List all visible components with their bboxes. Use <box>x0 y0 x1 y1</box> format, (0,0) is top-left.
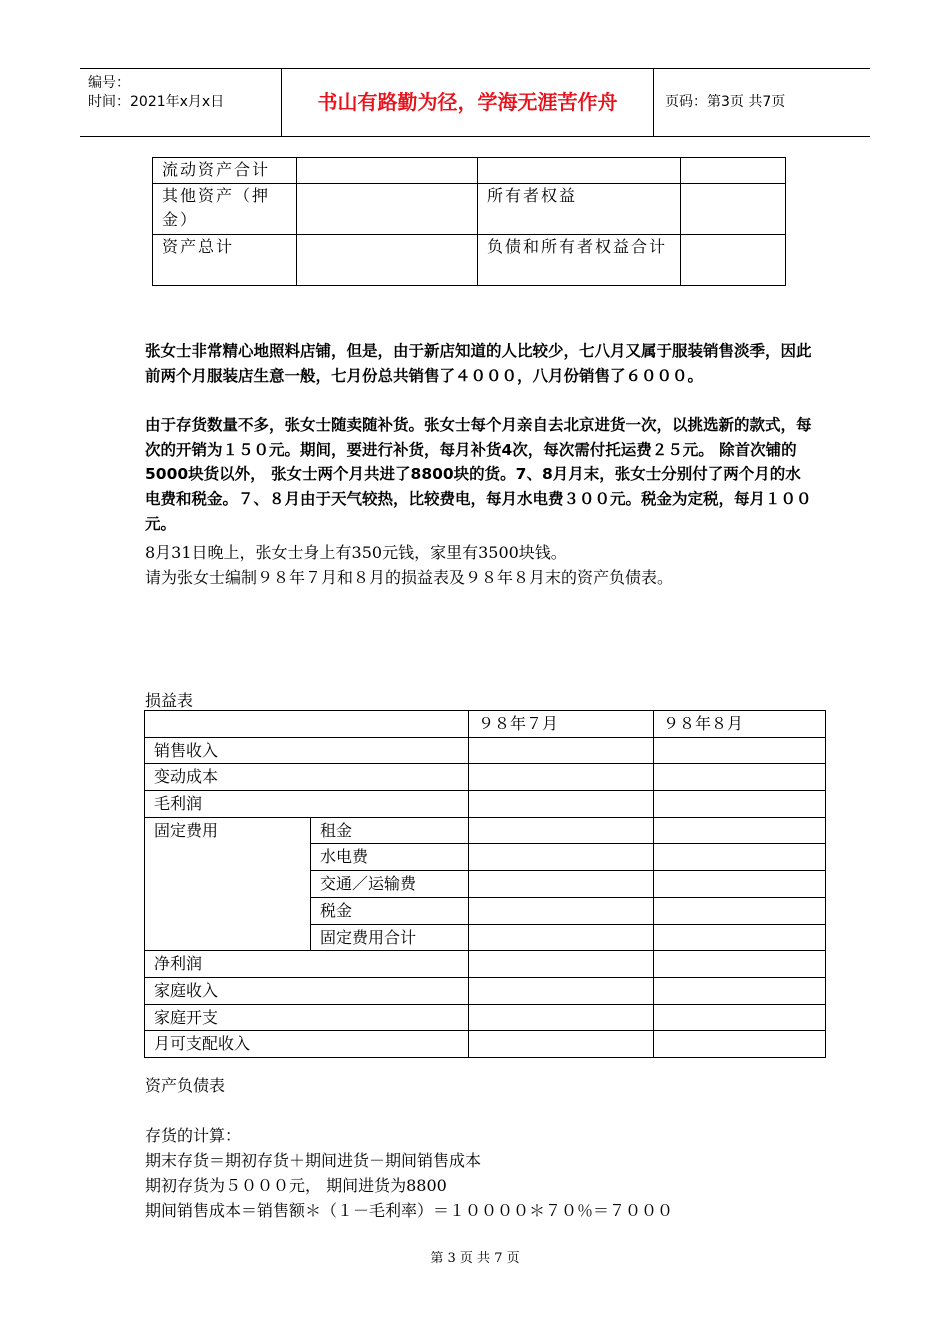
cell <box>469 897 654 924</box>
cell <box>469 1031 654 1058</box>
header-meta <box>80 69 282 136</box>
table-row <box>145 737 826 764</box>
cell <box>654 924 826 951</box>
cell <box>681 158 786 184</box>
calc-line-3: 期间销售成本＝销售额＊（１－毛利率）＝１００００＊７０％＝７０００ <box>145 1201 674 1220</box>
table-row <box>145 977 826 1004</box>
motto: 书山有路勤为径，学海无涯苦作舟 <box>282 69 654 136</box>
cell <box>145 711 469 738</box>
cell <box>654 897 826 924</box>
cell <box>654 1031 826 1058</box>
table-row <box>145 791 826 818</box>
cell: 所有者权益 <box>478 184 681 235</box>
row-label-rent: 租金 <box>311 817 469 844</box>
cell <box>654 737 826 764</box>
table-row <box>153 158 786 184</box>
row-label-fixed-total: 固定费用合计 <box>311 924 469 951</box>
col-header-jul: ９８年７月 <box>469 711 654 738</box>
code-label: 编号： <box>88 75 130 91</box>
row-label-sales: 销售收入 <box>145 737 469 764</box>
calc-line-2: 期初存货为５０００元， 期间进货为8800 <box>145 1176 447 1195</box>
balance-table <box>152 157 786 286</box>
cell <box>469 871 654 898</box>
income-statement-table <box>144 710 826 1058</box>
cell <box>654 977 826 1004</box>
cell <box>654 791 826 818</box>
cell: 其他资产（押金） <box>153 184 297 235</box>
row-label-tax: 税金 <box>311 897 469 924</box>
cell <box>654 817 826 844</box>
row-label-gross-profit: 毛利润 <box>145 791 469 818</box>
cell <box>469 737 654 764</box>
cell <box>654 871 826 898</box>
col-header-aug: ９８年８月 <box>654 711 826 738</box>
cell <box>654 764 826 791</box>
cell <box>469 951 654 978</box>
table-row <box>145 817 826 844</box>
row-label-family-income: 家庭收入 <box>145 977 469 1004</box>
row-label-family-expense: 家庭开支 <box>145 1004 469 1031</box>
cell <box>469 817 654 844</box>
cell <box>681 235 786 286</box>
calc-line-1: 期末存货＝期初存货＋期间进货－期间销售成本 <box>145 1151 482 1170</box>
cell <box>297 184 478 235</box>
cell <box>297 158 478 184</box>
story-paragraph-2: 由于存货数量不多，张女士随卖随补货。张女士每个月亲自去北京进货一次，以挑选新的款式，每次的开销为１５０元。期间，要进行补货，每月补货4次，每次需付托运费２５元。 除首次铺的5000块货以外， 张女士两个月共进了8800块的货。7、8月月末，张女士分别付了两个月的水电费和税金。７、８月由于天气较热，比较费电，每月水电费３００元。税金为定税，每月１００元。 <box>145 416 812 533</box>
cell <box>654 951 826 978</box>
page-label: 页码：第3页 共7页 <box>665 94 786 110</box>
table-row <box>153 235 786 286</box>
cell <box>469 764 654 791</box>
table-row <box>145 711 826 738</box>
cell: 负债和所有者权益合计 <box>478 235 681 286</box>
story-paragraph-3: 8月31日晚上，张女士身上有350元钱，家里有3500块钱。 <box>145 543 567 562</box>
row-label-fixed-cost: 固定费用 <box>145 817 311 950</box>
story-paragraph-4: 请为张女士编制９８年７月和８月的损益表及９８年８月末的资产负债表。 <box>145 568 674 587</box>
cell: 流动资产合计 <box>153 158 297 184</box>
row-label-utilities: 水电费 <box>311 844 469 871</box>
income-statement-title: 损益表 <box>145 691 194 710</box>
table-row <box>145 1031 826 1058</box>
cell <box>478 158 681 184</box>
cell <box>469 977 654 1004</box>
row-label-variable-cost: 变动成本 <box>145 764 469 791</box>
row-label-transport: 交通／运输费 <box>311 871 469 898</box>
calc-title: 存货的计算： <box>145 1126 242 1145</box>
story-paragraph-1: 张女士非常精心地照料店铺，但是，由于新店知道的人比较少，七八月又属于服装销售淡季，因此前两个月服装店生意一般，七月份总共销售了４０００，八月份销售了６０００。 <box>145 342 812 385</box>
row-label-disposable-income: 月可支配收入 <box>145 1031 469 1058</box>
cell <box>297 235 478 286</box>
balance-sheet-title: 资产负债表 <box>145 1076 226 1095</box>
page-footer: 第 3 页 共 7 页 <box>430 1251 520 1266</box>
table-row <box>145 951 826 978</box>
cell <box>654 1004 826 1031</box>
page-header <box>80 68 870 137</box>
cell <box>469 924 654 951</box>
table-row <box>153 184 786 235</box>
table-row <box>145 764 826 791</box>
cell <box>469 1004 654 1031</box>
cell: 资产总计 <box>153 235 297 286</box>
time-label: 时间：2021年x月x日 <box>88 94 225 110</box>
cell <box>654 844 826 871</box>
cell <box>469 791 654 818</box>
table-row <box>145 1004 826 1031</box>
cell <box>469 844 654 871</box>
cell <box>681 184 786 235</box>
row-label-net-profit: 净利润 <box>145 951 469 978</box>
